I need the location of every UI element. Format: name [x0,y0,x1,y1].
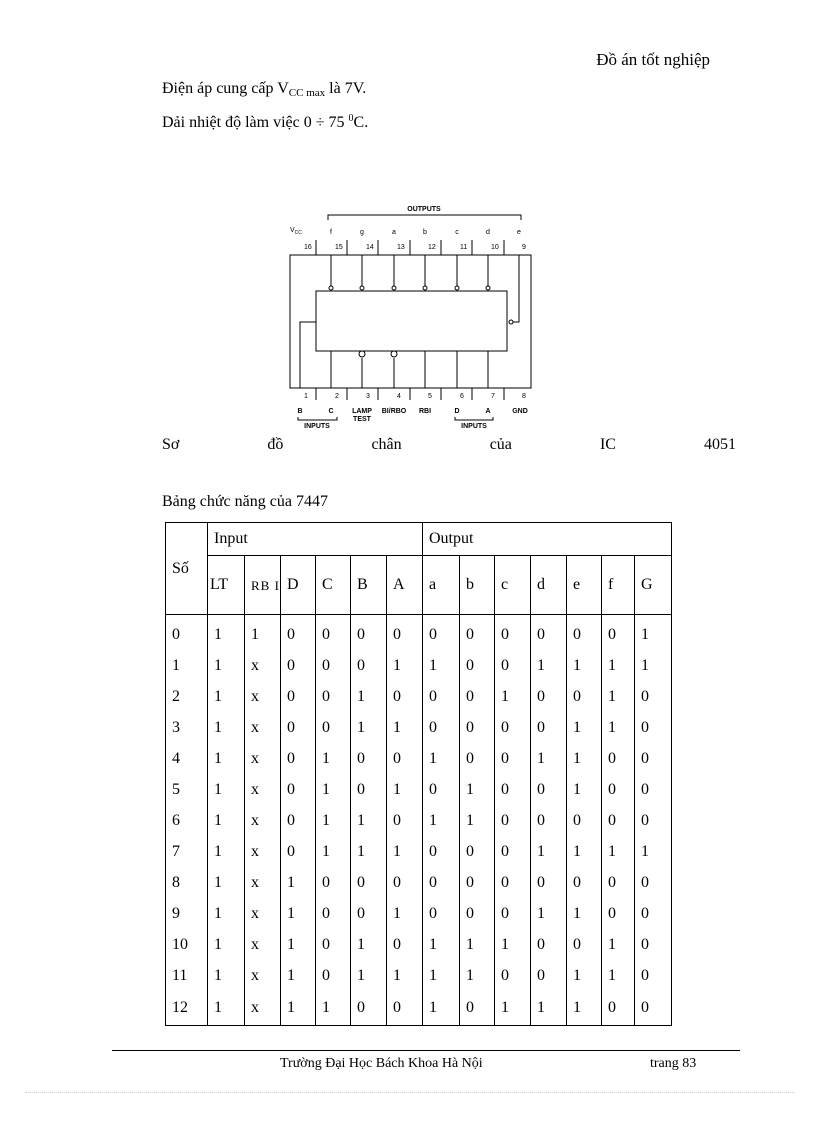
footer-page-number: trang 83 [650,1056,697,1071]
table-cell: 0 [635,805,672,836]
temp-prefix: Dải nhiệt độ làm việc 0 ÷ 75 [162,114,349,131]
table-cell: 1 [460,929,495,960]
page-header-title: Đồ án tốt nghiệp [596,50,710,69]
table-cell: 1 [281,867,316,898]
table-cell: 1 [567,650,602,681]
table-cell: 1 [208,991,245,1026]
table-cell: 0 [635,960,672,991]
table-cell: x [245,774,281,805]
table-cell: 11 [166,960,208,991]
table-cell: 0 [387,867,423,898]
caption-word: của [489,436,512,453]
table-cell: 1 [208,929,245,960]
table-cell: x [245,991,281,1026]
table-row [166,960,672,991]
table-cell: 0 [531,712,567,743]
table-cell: 0 [351,650,387,681]
col-header-lt: LT [208,556,245,615]
table-cell: 0 [351,774,387,805]
table-cell: 0 [567,805,602,836]
pin-name-e: e [517,229,521,236]
pin-name-g: g [360,229,364,236]
table-cell: 0 [495,712,531,743]
table-cell: 0 [460,650,495,681]
col-header-out-d: d [531,556,567,615]
page-bottom-dotted-line [25,1092,795,1093]
table-cell: 0 [635,929,672,960]
table-cell: 1 [423,991,460,1026]
table-cell: 0 [495,805,531,836]
col-header-d: D [281,556,316,615]
chip-body [316,291,507,351]
table-cell: 0 [635,898,672,929]
inputs-bracket-left [298,417,337,420]
table-cell: 0 [281,615,316,651]
table-cell: 1 [166,650,208,681]
table-cell: 1 [602,836,635,867]
table-row [166,650,672,681]
caption-word: Sơ [162,436,180,453]
table-cell: x [245,805,281,836]
table-cell: 0 [281,681,316,712]
table-row [166,681,672,712]
table-cell: 0 [531,774,567,805]
table-cell: 3 [166,712,208,743]
table-cell: 0 [316,898,351,929]
table-cell: 1 [208,615,245,651]
table-cell: 1 [567,960,602,991]
col-header-out-c: c [495,556,531,615]
pin-num-9: 9 [522,244,526,251]
table-cell: 0 [567,681,602,712]
table-cell: x [245,836,281,867]
table-cell: 0 [351,898,387,929]
table-cell: 0 [460,867,495,898]
supply-prefix: Điện áp cung cấp V [162,80,289,97]
table-cell: 1 [387,712,423,743]
table-cell: 12 [166,991,208,1026]
table-cell: 1 [387,774,423,805]
table-cell: 1 [387,898,423,929]
table-cell: 0 [635,743,672,774]
table-row [166,867,672,898]
table-cell: 1 [351,929,387,960]
table-cell: 6 [166,805,208,836]
table-cell: 1 [351,681,387,712]
table-row [166,774,672,805]
table-cell: 1 [531,898,567,929]
table-cell: 0 [460,615,495,651]
table-cell: 0 [423,867,460,898]
table-cell: 0 [635,774,672,805]
table-cell: 1 [460,960,495,991]
table-cell: 0 [387,615,423,651]
col-header-a: A [387,556,423,615]
table-cell: 0 [351,867,387,898]
table-cell: 1 [423,960,460,991]
diagram-caption [162,436,736,454]
table-cell: 1 [316,991,351,1026]
footer-rule [112,1050,740,1051]
table-cell: 5 [166,774,208,805]
table-cell: 0 [387,991,423,1026]
table-cell: 0 [460,681,495,712]
table-cell: 0 [635,867,672,898]
pin-name-A: A [485,408,491,415]
supply-suffix: là 7V. [325,80,367,97]
inputs-bracket-right [455,417,493,420]
col-header-rbi: RB I [245,556,281,615]
table-cell: 1 [351,836,387,867]
pin-name-lamp: LAMP [352,408,372,415]
col-header-b: B [351,556,387,615]
table-cell: 0 [351,743,387,774]
table-cell: x [245,898,281,929]
table-cell: 0 [495,836,531,867]
table-cell: 0 [281,650,316,681]
col-header-out-g: G [635,556,672,615]
col-header-out-b: b [460,556,495,615]
table-cell: 0 [351,991,387,1026]
table-cell: 1 [423,743,460,774]
table-cell: x [245,681,281,712]
table-cell: x [245,960,281,991]
table-cell: 0 [316,615,351,651]
table-row [166,805,672,836]
table-cell: 0 [495,615,531,651]
temp-superscript: 0 [348,113,354,124]
pin-name-f: f [330,229,332,236]
table-cell: 0 [602,898,635,929]
table-cell: 0 [423,836,460,867]
table-cell: 0 [423,712,460,743]
table-cell: 0 [495,960,531,991]
inputs-label-left: INPUTS [304,423,330,430]
table-cell: 0 [423,898,460,929]
table-cell: 0 [602,615,635,651]
caption-word: IC [599,436,616,453]
col-header-c: C [316,556,351,615]
table-cell: 1 [635,836,672,867]
pin-name-b: b [423,229,427,236]
table-cell: 1 [567,774,602,805]
table-cell: 0 [281,774,316,805]
table-cell: 1 [635,650,672,681]
pin-num-15: 15 [335,244,343,251]
table-cell: 7 [166,836,208,867]
col-header-out-f: f [602,556,635,615]
table-cell: 0 [531,805,567,836]
pin-num-2: 2 [335,393,339,400]
table-cell: 0 [531,960,567,991]
table-cell: 0 [316,650,351,681]
table-row [166,712,672,743]
table-cell: 0 [531,929,567,960]
pin-num-16: 16 [304,244,312,251]
table-cell: 0 [635,712,672,743]
pin-num-11: 11 [460,244,468,251]
table-cell: 1 [281,929,316,960]
table-cell: 1 [208,867,245,898]
table-cell: 9 [166,898,208,929]
table-cell: 0 [460,898,495,929]
table-cell: 0 [602,805,635,836]
table-cell: 1 [208,743,245,774]
table-cell: 1 [602,960,635,991]
pin-num-14: 14 [366,244,374,251]
table-cell: 1 [208,650,245,681]
table-cell: 0 [316,712,351,743]
table-cell: 0 [281,743,316,774]
table-cell: 1 [602,712,635,743]
table-cell: 1 [460,805,495,836]
footer-school: Trường Đại Học Bách Khoa Hà Nội [280,1056,483,1071]
table-cell: 0 [602,867,635,898]
table-row [166,836,672,867]
pin-num-4: 4 [397,393,401,400]
ic-pinout-diagram [280,198,542,434]
table-row [166,898,672,929]
table-cell: 4 [166,743,208,774]
so-header: Số [166,523,208,615]
table-cell: 0 [495,650,531,681]
table-cell: 8 [166,867,208,898]
temperature-line [162,113,368,132]
table-cell: 1 [281,991,316,1026]
pin-name-d: d [486,229,490,236]
table-cell: 1 [351,960,387,991]
table-cell: 1 [602,929,635,960]
pin-num-10: 10 [491,244,499,251]
table-cell: 1 [460,774,495,805]
table-cell: 1 [495,929,531,960]
table-cell: 1 [531,743,567,774]
table-cell: 1 [531,650,567,681]
table-cell: 10 [166,929,208,960]
table-cell: 1 [567,991,602,1026]
table-cell: 0 [495,867,531,898]
pin-name-test: TEST [353,416,371,423]
table-cell: x [245,712,281,743]
outputs-bracket [328,215,521,220]
table-cell: 0 [166,615,208,651]
table-cell: x [245,650,281,681]
table-cell: 0 [423,774,460,805]
pin-num-7: 7 [491,393,495,400]
table-cell: 0 [635,681,672,712]
pin-name-B: B [297,408,303,415]
table-cell: 1 [316,805,351,836]
pin-num-5: 5 [428,393,432,400]
table-cell: 1 [531,991,567,1026]
table-row [166,743,672,774]
table-cell: 0 [460,836,495,867]
caption-word: 4051 [704,436,736,453]
table-cell: 0 [531,615,567,651]
supply-subscript: CC max [288,87,326,99]
table-cell: 1 [316,774,351,805]
table-cell: 1 [567,898,602,929]
table-row [166,991,672,1026]
table-cell: 1 [423,805,460,836]
table-cell: 0 [281,712,316,743]
table-cell: 0 [531,867,567,898]
table-cell: 0 [567,929,602,960]
table-cell: 1 [208,960,245,991]
vcc-label: $V_{CC}$ [290,227,302,236]
table-cell: 0 [316,681,351,712]
table-cell: 1 [208,836,245,867]
pin-num-12: 12 [428,244,436,251]
table-cell: 0 [567,867,602,898]
table-cell: 0 [423,681,460,712]
pin-num-1: 1 [304,393,308,400]
table-cell: 0 [281,805,316,836]
table-cell: 1 [602,650,635,681]
table-row [166,615,672,651]
pin-num-13: 13 [397,244,405,251]
table-cell: 1 [602,681,635,712]
table-cell: 1 [423,650,460,681]
table-cell: 1 [351,805,387,836]
table-cell: 1 [567,836,602,867]
table-cell: 1 [316,836,351,867]
table-row [166,929,672,960]
table-cell: 1 [208,712,245,743]
table-cell: 0 [387,743,423,774]
pin-num-3: 3 [366,393,370,400]
table-cell: 1 [567,743,602,774]
table-cell: 1 [567,712,602,743]
table-cell: 1 [423,929,460,960]
col-header-out-a: a [423,556,460,615]
pin-name-c: c [455,229,459,236]
table-cell: 1 [208,898,245,929]
col-header-out-e: e [567,556,602,615]
outputs-label: OUTPUTS [407,206,441,213]
output-header: Output [423,523,672,556]
truth-table-7447 [165,522,672,1026]
table-cell: x [245,867,281,898]
table-cell: 0 [351,615,387,651]
table-cell: 0 [316,867,351,898]
table-cell: 0 [602,991,635,1026]
table-cell: 1 [281,898,316,929]
table-cell: 0 [281,836,316,867]
package-outline [290,255,531,388]
inputs-label-right: INPUTS [461,423,487,430]
table-cell: 0 [387,681,423,712]
caption-word: chân [371,436,402,453]
table-cell: 0 [495,898,531,929]
table-cell: x [245,743,281,774]
pin-name-C: C [328,408,334,415]
pin-name-a: a [392,229,396,236]
table-cell: 1 [531,836,567,867]
table-cell: x [245,929,281,960]
table-cell: 0 [602,743,635,774]
table-cell: 0 [602,774,635,805]
table-cell: 1 [316,743,351,774]
table-cell: 0 [387,805,423,836]
pin-name-rbi: RBI [418,408,432,415]
table-title: Bảng chức năng của 7447 [162,493,328,510]
table-cell: 1 [281,960,316,991]
table-cell: 0 [460,712,495,743]
table-cell: 0 [387,929,423,960]
table-cell: 1 [208,681,245,712]
supply-voltage-line [162,80,366,99]
table-cell: 0 [495,774,531,805]
table-cell: 2 [166,681,208,712]
table-cell: 1 [495,991,531,1026]
table-cell: 0 [460,991,495,1026]
pin-name-D: D [454,408,460,415]
table-cell: 1 [351,712,387,743]
pin-num-8: 8 [522,393,526,400]
temp-suffix: C. [353,114,369,131]
table-cell: 1 [635,615,672,651]
table-cell: 0 [635,991,672,1026]
pin-name-bi-rbo: BI/RBO [381,408,407,415]
table-cell: 0 [316,929,351,960]
table-cell: 1 [387,836,423,867]
pin-num-6: 6 [460,393,464,400]
table-cell: 0 [316,960,351,991]
input-header: Input [208,523,423,556]
pin-name-gnd: GND [512,408,528,415]
table-cell: 0 [567,615,602,651]
table-cell: 0 [495,743,531,774]
table-cell: 0 [460,743,495,774]
table-cell: 1 [387,650,423,681]
table-cell: 1 [245,615,281,651]
table-cell: 1 [208,805,245,836]
caption-word: đồ [267,436,284,453]
table-cell: 0 [423,615,460,651]
table-cell: 1 [208,774,245,805]
table-cell: 0 [531,681,567,712]
table-cell: 1 [495,681,531,712]
table-cell: 1 [387,960,423,991]
